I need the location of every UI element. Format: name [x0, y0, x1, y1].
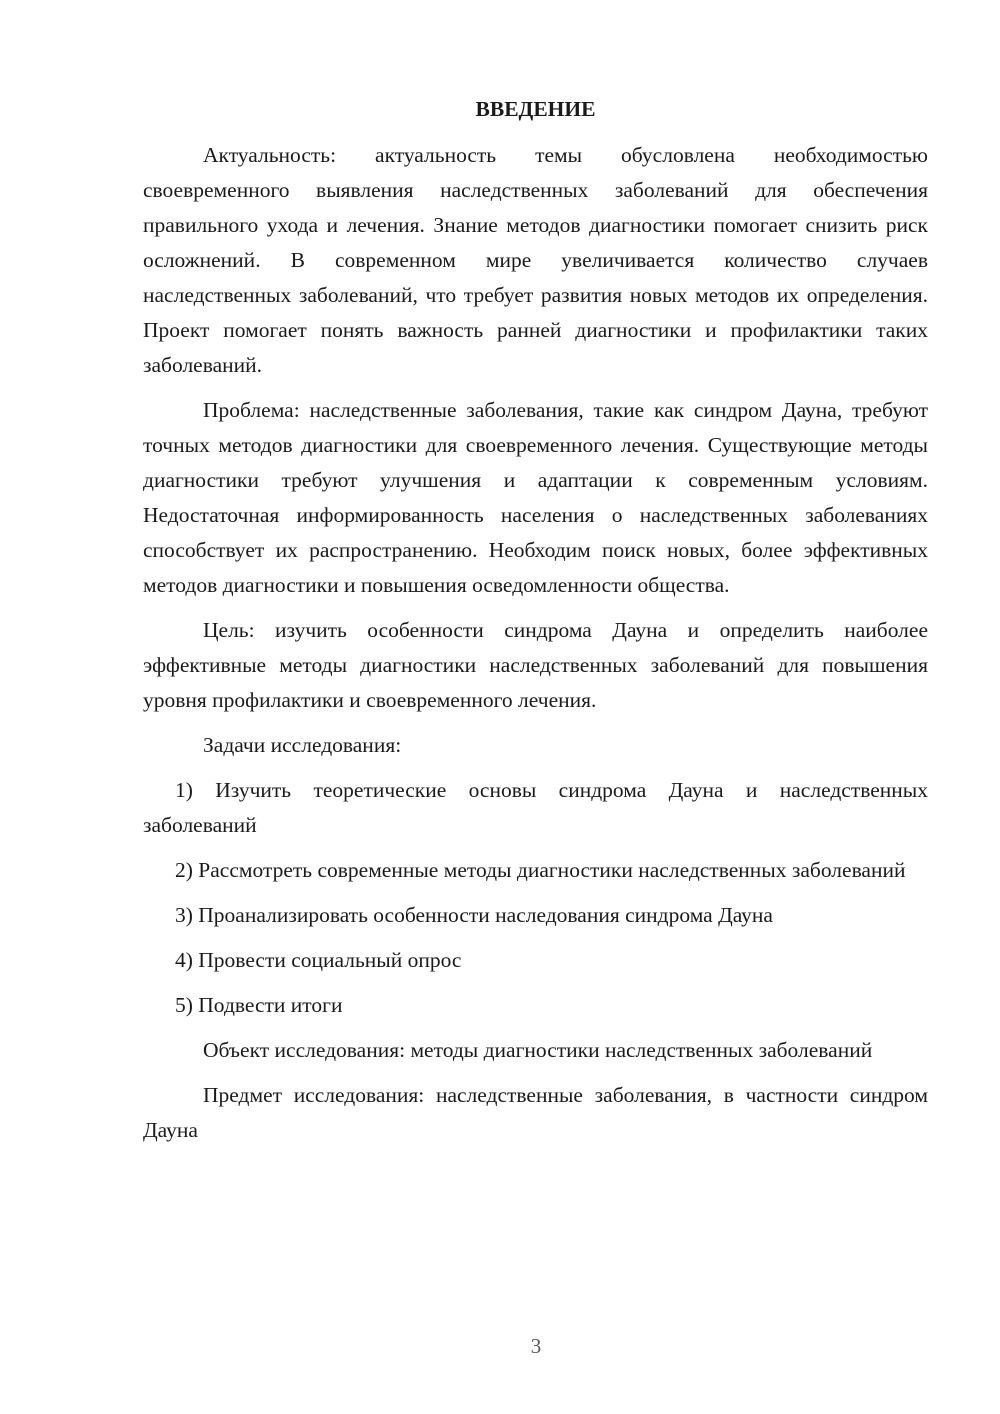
research-object-paragraph: Объект исследования: методы диагностики наследственных заболеваний — [203, 1038, 873, 1062]
research-subject-paragraph: Предмет исследования: наследственные заболевания, в частности синдром Дауна — [143, 1083, 928, 1142]
task-item: 4) Провести социальный опрос — [175, 948, 462, 972]
goal-paragraph: Цель: изучить особенности синдрома Дауна и определить наиболее эффективные методы диагностики наследственных заболеваний для повышения уровня профилактики и своевременного лечения. — [143, 618, 928, 712]
document-page — [143, 92, 928, 1158]
task-item: 2) Рассмотреть современные методы диагностики наследственных заболеваний — [175, 858, 906, 882]
task-item: 5) Подвести итоги — [175, 993, 343, 1017]
problem-paragraph: Проблема: наследственные заболевания, такие как синдром Дауна, требуют точных методов диагностики для своевременного лечения. Существующие методы диагностики требуют улучшения и адаптации к современным условиям. Недостаточная информированность населения о наследственных заболеваниях способствует их распространению. Необходим поиск новых, более эффективных методов диагностики и повышения осведомленности общества. — [143, 398, 928, 597]
task-item: 1) Изучить теоретические основы синдрома Дауна и наследственных заболеваний — [143, 778, 928, 837]
tasks-heading: Задачи исследования: — [203, 733, 402, 757]
relevance-paragraph: Актуальность: актуальность темы обусловлена необходимостью своевременного выявления наследственных заболеваний для обеспечения правильного ухода и лечения. Знание методов диагностики помогает снизить риск осложнений. В современном мире увеличивается количество случаев наследственных заболеваний, что требует развития новых методов их определения. Проект помогает понять важность ранней диагностики и профилактики таких заболеваний. — [143, 143, 928, 377]
section-title: ВВЕДЕНИЕ — [475, 97, 596, 121]
page-number: 3 — [530, 1334, 542, 1358]
task-item: 3) Проанализировать особенности наследования синдрома Дауна — [175, 903, 773, 927]
